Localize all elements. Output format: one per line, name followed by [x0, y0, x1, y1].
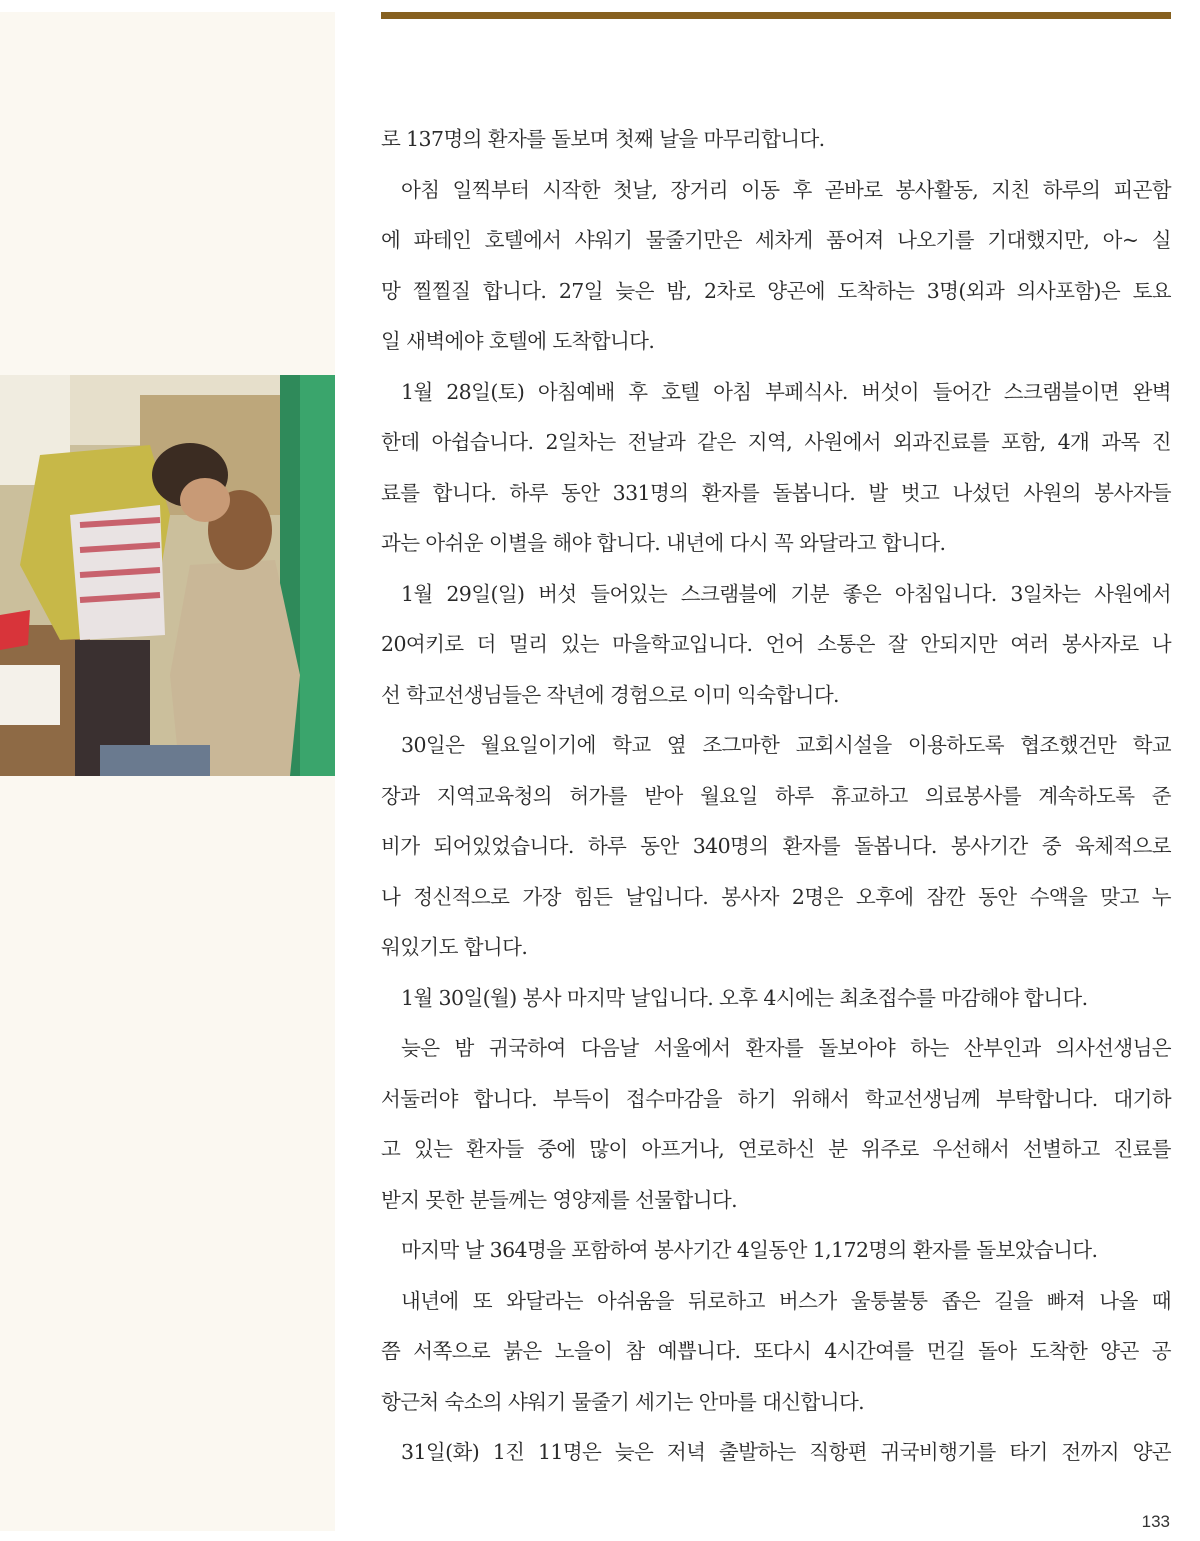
paragraph-line: 1월 28일(토) 아침예배 후 호텔 아침 부페식사. 버섯이 들어간 스크램블이면 완벽	[401, 379, 1171, 404]
paragraph-line: 늦은 밤 귀국하여 다음날 서울에서 환자를 돌보아야 하는 산부인과 의사선생님은	[401, 1036, 1171, 1060]
paragraph-line: 나 정신적으로 가장 힘든 날입니다. 봉사자 2명은 오후에 잠깐 동안 수액을 맞고 누	[381, 884, 1171, 909]
paragraph-line: 비가 되어있었습니다. 하루 동안 340명의 환자를 돌봅니다. 봉사기간 중 육체적으로	[381, 834, 1171, 858]
paragraph-line: 1월 30일(월) 봉사 마지막 날입니다. 오후 4시에는 최초접수를 마감해야 합니다.	[401, 985, 1088, 1010]
paragraph-line: 1월 29일(일) 버섯 들어있는 스크램블에 기분 좋은 아침입니다. 3일차는 사원에서	[401, 581, 1171, 606]
paragraph-line: 일 새벽에야 호텔에 도착합니다.	[381, 329, 655, 353]
paragraph-line: 장과 지역교육청의 허가를 받아 월요일 하루 휴교하고 의료봉사를 계속하도록 준	[381, 783, 1171, 808]
paragraph-line: 망 찔찔질 합니다. 27일 늦은 밤, 2차로 양곤에 도착하는 3명(외과 의사포함)은 토요	[381, 278, 1171, 303]
paragraph-line: 아침 일찍부터 시작한 첫날, 장거리 이동 후 곧바로 봉사활동, 지친 하루의 피곤함	[401, 177, 1171, 202]
paragraph-line: 고 있는 환자들 중에 많이 아프거나, 연로하신 분 위주로 우선해서 선별하고 진료를	[381, 1137, 1171, 1161]
paragraph-line: 20여키로 더 멀리 있는 마을학교입니다. 언어 소통은 잘 안되지만 여러 봉사자로 나	[381, 632, 1171, 656]
paragraph-line: 내년에 또 와달라는 아쉬움을 뒤로하고 버스가 울퉁불퉁 좁은 길을 빠져 나올 때	[401, 1288, 1171, 1313]
paragraph-line: 30일은 월요일이기에 학교 옆 조그마한 교회시설을 이용하도록 협조했건만 학교	[401, 733, 1171, 757]
paragraph-line: 에 파테인 호텔에서 샤워기 물줄기만은 세차게 품어져 나오기를 기대했지만, 아~ 실	[381, 228, 1171, 252]
page-number: 133	[1141, 1512, 1170, 1531]
paragraph-line: 31일(화) 1진 11명은 늦은 저녁 출발하는 직항편 귀국비행기를 타기 전까지 양곤	[401, 1440, 1171, 1464]
paragraph-line: 쯤 서쪽으로 붉은 노을이 참 예쁩니다. 또다시 4시간여를 먼길 돌아 도착한 양곤 공	[381, 1339, 1171, 1363]
paragraph-line: 항근처 숙소의 샤워기 물줄기 세기는 안마를 대신합니다.	[381, 1389, 865, 1414]
medical-exam-photo	[0, 375, 335, 776]
paragraph-line: 받지 못한 분들께는 영양제를 선물합니다.	[381, 1187, 738, 1212]
paragraph-line: 로 137명의 환자를 돌보며 첫째 날을 마무리합니다.	[381, 127, 825, 151]
article-body	[381, 114, 1171, 1478]
paragraph-line: 마지막 날 364명을 포함하여 봉사기간 4일동안 1,172명의 환자를 돌보았습니다.	[401, 1238, 1098, 1262]
paragraph-line: 선 학교선생님들은 작년에 경험으로 이미 익숙합니다.	[381, 682, 839, 707]
paragraph-line: 워있기도 합니다.	[381, 935, 528, 959]
top-rule	[381, 12, 1171, 19]
paragraph-line: 과는 아쉬운 이별을 해야 합니다. 내년에 다시 꼭 와달라고 합니다.	[381, 531, 946, 555]
paragraph-line: 료를 합니다. 하루 동안 331명의 환자를 돌봅니다. 발 벗고 나섰던 사원의 봉사자들	[381, 480, 1171, 505]
paragraph-line: 서둘러야 합니다. 부득이 접수마감을 하기 위해서 학교선생님께 부탁합니다. 대기하	[381, 1086, 1171, 1111]
paragraph-line: 한데 아쉽습니다. 2일차는 전날과 같은 지역, 사원에서 외과진료를 포함, 4개 과목 진	[381, 430, 1171, 454]
